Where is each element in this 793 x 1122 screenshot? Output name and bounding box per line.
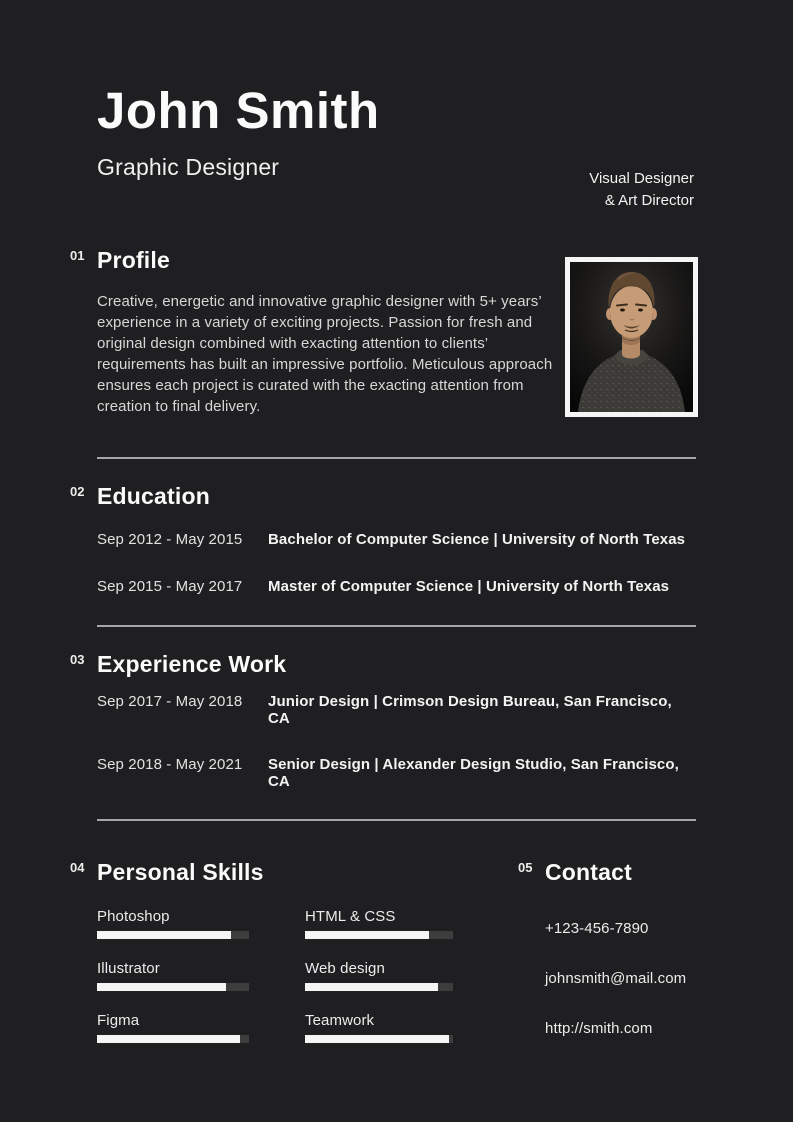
contact-website: http://smith.com	[545, 1020, 653, 1038]
section-heading-contact	[518, 859, 696, 885]
tagline-line-1: Visual Designer	[589, 170, 694, 187]
section-title: Experience Work	[97, 650, 287, 677]
tagline-line-2: & Art Director	[604, 192, 694, 209]
experience-description: Junior Design | Crimson Design Bureau, San Francisco, CA	[268, 693, 672, 728]
contact-email: johnsmith@mail.com	[545, 970, 687, 988]
skill-label: Photoshop	[97, 908, 170, 926]
section-number: 02	[70, 483, 85, 499]
skill-bar	[97, 1035, 249, 1043]
skill-bar-fill	[305, 983, 438, 991]
skill-bar-fill	[97, 1035, 240, 1043]
skill-item-teamwork	[305, 1012, 453, 1043]
skill-item-html-css	[305, 908, 453, 939]
experience-description: Senior Design | Alexander Design Studio, San Francisco, CA	[268, 756, 679, 791]
section-number: 05	[518, 859, 533, 875]
experience-dates: Sep 2017 - May 2018	[97, 693, 243, 711]
job-title: Graphic Designer	[97, 154, 280, 181]
skill-bar	[97, 983, 249, 991]
portrait-illustration	[570, 262, 693, 412]
section-number: 01	[70, 248, 85, 264]
skill-bar	[305, 1035, 453, 1043]
skill-bar	[97, 931, 249, 939]
section-divider	[97, 819, 696, 821]
section-number: 03	[70, 651, 85, 667]
education-row	[97, 578, 696, 595]
education-dates: Sep 2015 - May 2017	[97, 578, 243, 596]
section-heading-skills	[70, 859, 453, 885]
skill-label: Illustrator	[97, 960, 160, 978]
skill-bar	[305, 983, 453, 991]
education-description: Bachelor of Computer Science | University of North Texas	[268, 531, 686, 549]
skill-bar-fill	[305, 1035, 449, 1043]
skill-item-figma	[97, 1012, 249, 1043]
section-heading-education	[70, 483, 696, 509]
skill-item-photoshop	[97, 908, 249, 939]
experience-row	[97, 693, 696, 727]
person-name: John Smith	[97, 82, 380, 139]
section-title: Personal Skills	[97, 858, 264, 885]
contact-list	[545, 920, 696, 1037]
profile-photo	[565, 257, 698, 417]
section-title: Contact	[545, 858, 633, 885]
skill-label: Figma	[97, 1012, 140, 1030]
skill-bar-fill	[305, 931, 429, 939]
bottom-columns	[70, 858, 696, 1070]
profile-text: Creative, energetic and innovative graphic designer with 5+ years’ experience in a variety of exciting projects. Passion for fresh and original design combined with exacting attention to clients’ requirements has built an impressive portfolio. Meticulous approach ensures each project is curated with the exacting attention from creation to final delivery.	[97, 293, 553, 416]
experience-rows	[97, 693, 696, 790]
section-divider	[97, 457, 696, 459]
contact-phone: +123-456-7890	[545, 920, 649, 938]
section-experience	[70, 650, 696, 791]
section-number: 04	[70, 859, 85, 875]
education-row	[97, 531, 696, 548]
section-title: Education	[97, 482, 210, 509]
skill-bar-fill	[97, 983, 226, 991]
skill-item-illustrator	[97, 960, 249, 991]
skill-item-web-design	[305, 960, 453, 991]
section-skills	[70, 858, 453, 1070]
skill-label: HTML & CSS	[305, 908, 396, 926]
tagline	[589, 168, 694, 212]
education-description: Master of Computer Science | University of North Texas	[268, 578, 670, 596]
skill-label: Web design	[305, 960, 385, 978]
experience-row	[97, 756, 696, 790]
education-rows	[97, 531, 696, 595]
experience-dates: Sep 2018 - May 2021	[97, 756, 243, 774]
section-title: Profile	[97, 247, 170, 274]
skills-grid	[97, 908, 453, 1043]
section-contact	[518, 858, 696, 1070]
skill-label: Teamwork	[305, 1012, 375, 1030]
section-education	[70, 482, 696, 596]
skill-bar	[305, 931, 453, 939]
section-heading-experience	[70, 651, 696, 677]
section-divider	[97, 625, 696, 627]
education-dates: Sep 2012 - May 2015	[97, 531, 243, 549]
skill-bar-fill	[97, 931, 231, 939]
